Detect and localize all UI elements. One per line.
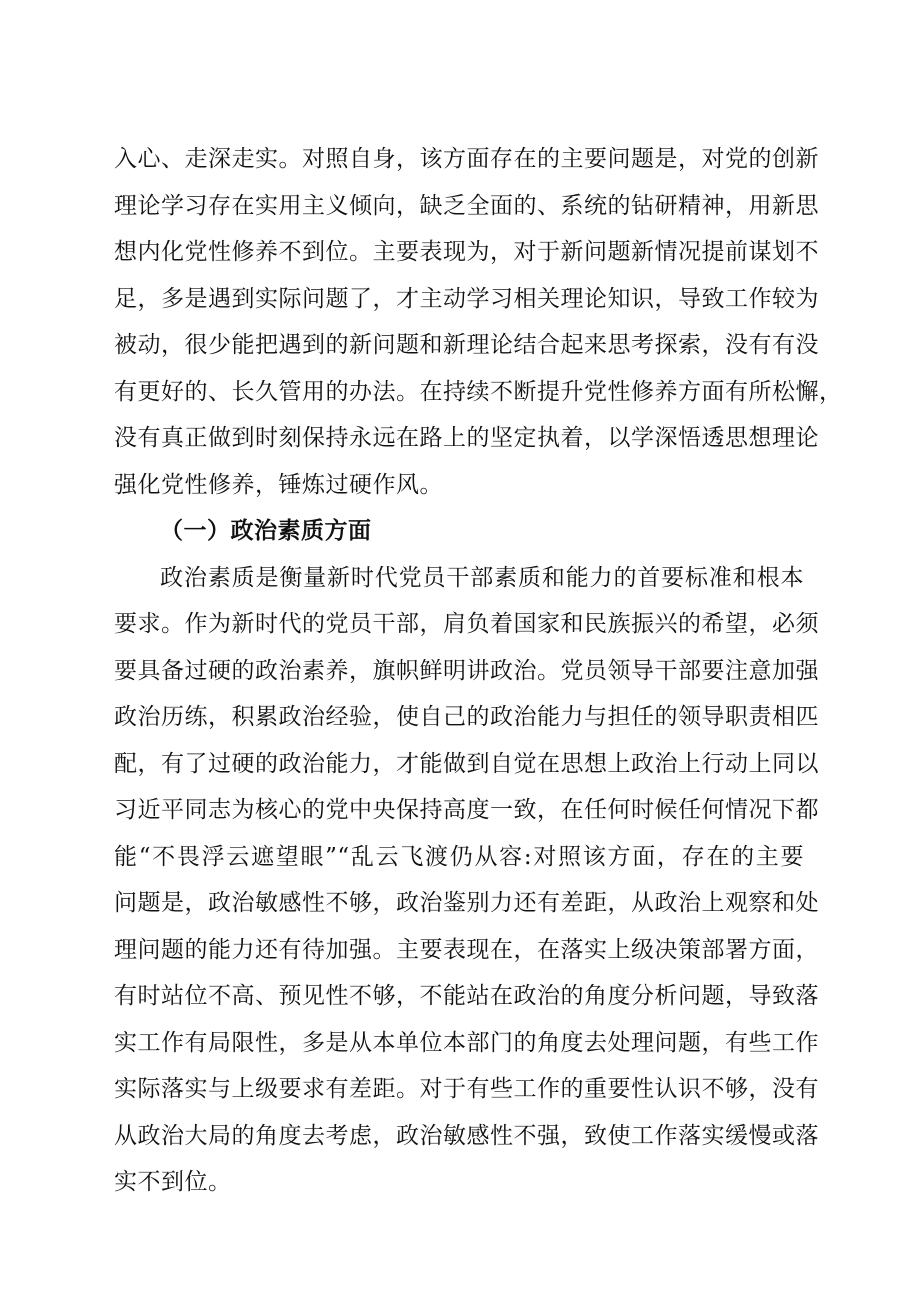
paragraph-line: 没有真正做到时刻保持永远在路上的坚定执着，以学深悟透思想理论 [114, 425, 819, 451]
paragraph-line: 有时站位不高、预见性不够，不能站在政治的角度分析问题，导致落 [114, 983, 819, 1009]
paragraph-line: 配，有了过硬的政治能力，才能做到自觉在思想上政治上行动上同以 [114, 750, 819, 777]
paragraph-line: 足，多是遇到实际问题了，才主动学习相关理论知识，导致工作较为 [114, 285, 819, 312]
paragraph-line: 被动，很少能把遇到的新问题和新理论结合起来思考探索，没有有没 [114, 332, 819, 358]
paragraph-political-quality [114, 555, 819, 1206]
paragraph-line: 理论学习存在实用主义倾向，缺乏全面的、系统的钻研精神，用新思 [114, 192, 819, 219]
paragraph-theory-study [114, 136, 843, 508]
paragraph-line: 政治素质是衡量新时代党员干部素质和能力的首要标准和根本 [160, 564, 804, 591]
paragraph-line: 问题是，政治敏感性不够，政治鉴别力还有差距，从政治上观察和处 [114, 890, 819, 916]
document-body [114, 136, 843, 1206]
paragraph-line: 实不到位。 [114, 1169, 232, 1195]
paragraph-line: 从政治大局的角度去考虑，政治敏感性不强，致使工作落实缓慢或落 [114, 1122, 819, 1149]
paragraph-line: 要具备过硬的政治素养，旗帜鲜明讲政治。党员领导干部要注意加强 [114, 657, 819, 684]
section-heading: （一）政治素质方面 [160, 518, 372, 544]
paragraph-line: 实际落实与上级要求有差距。对于有些工作的重要性认识不够，没有 [114, 1076, 819, 1102]
paragraph-line: 习近平同志为核心的党中央保持高度一致，在任何时候任何情况下都 [114, 797, 819, 823]
paragraph-line: 理问题的能力还有待加强。主要表现在，在落实上级决策部署方面， [114, 936, 819, 963]
paragraph-line: 政治历练，积累政治经验，使自己的政治能力与担任的领导职责相匹 [114, 704, 819, 730]
paragraph-line: 强化党性修养，锤炼过硬作风。 [114, 471, 443, 498]
paragraph-line: 实工作有局限性，多是从本单位本部门的角度去处理问题，有些工作 [114, 1029, 819, 1056]
paragraph-line: 入心、走深走实。对照自身，该方面存在的主要问题是，对党的创新 [114, 146, 819, 172]
paragraph-line: 想内化党性修养不到位。主要表现为，对于新问题新情况提前谋划不 [114, 239, 819, 265]
paragraph-line: 要求。作为新时代的党员干部，肩负着国家和民族振兴的希望，必须 [114, 611, 819, 637]
paragraph-line: 能“不畏浮云遮望眼”“乱云飞渡仍从容:对照该方面，存在的主要 [114, 843, 804, 870]
paragraph-line: 有更好的、长久管用的办法。在持续不断提升党性修养方面有所松懈， [114, 378, 843, 405]
